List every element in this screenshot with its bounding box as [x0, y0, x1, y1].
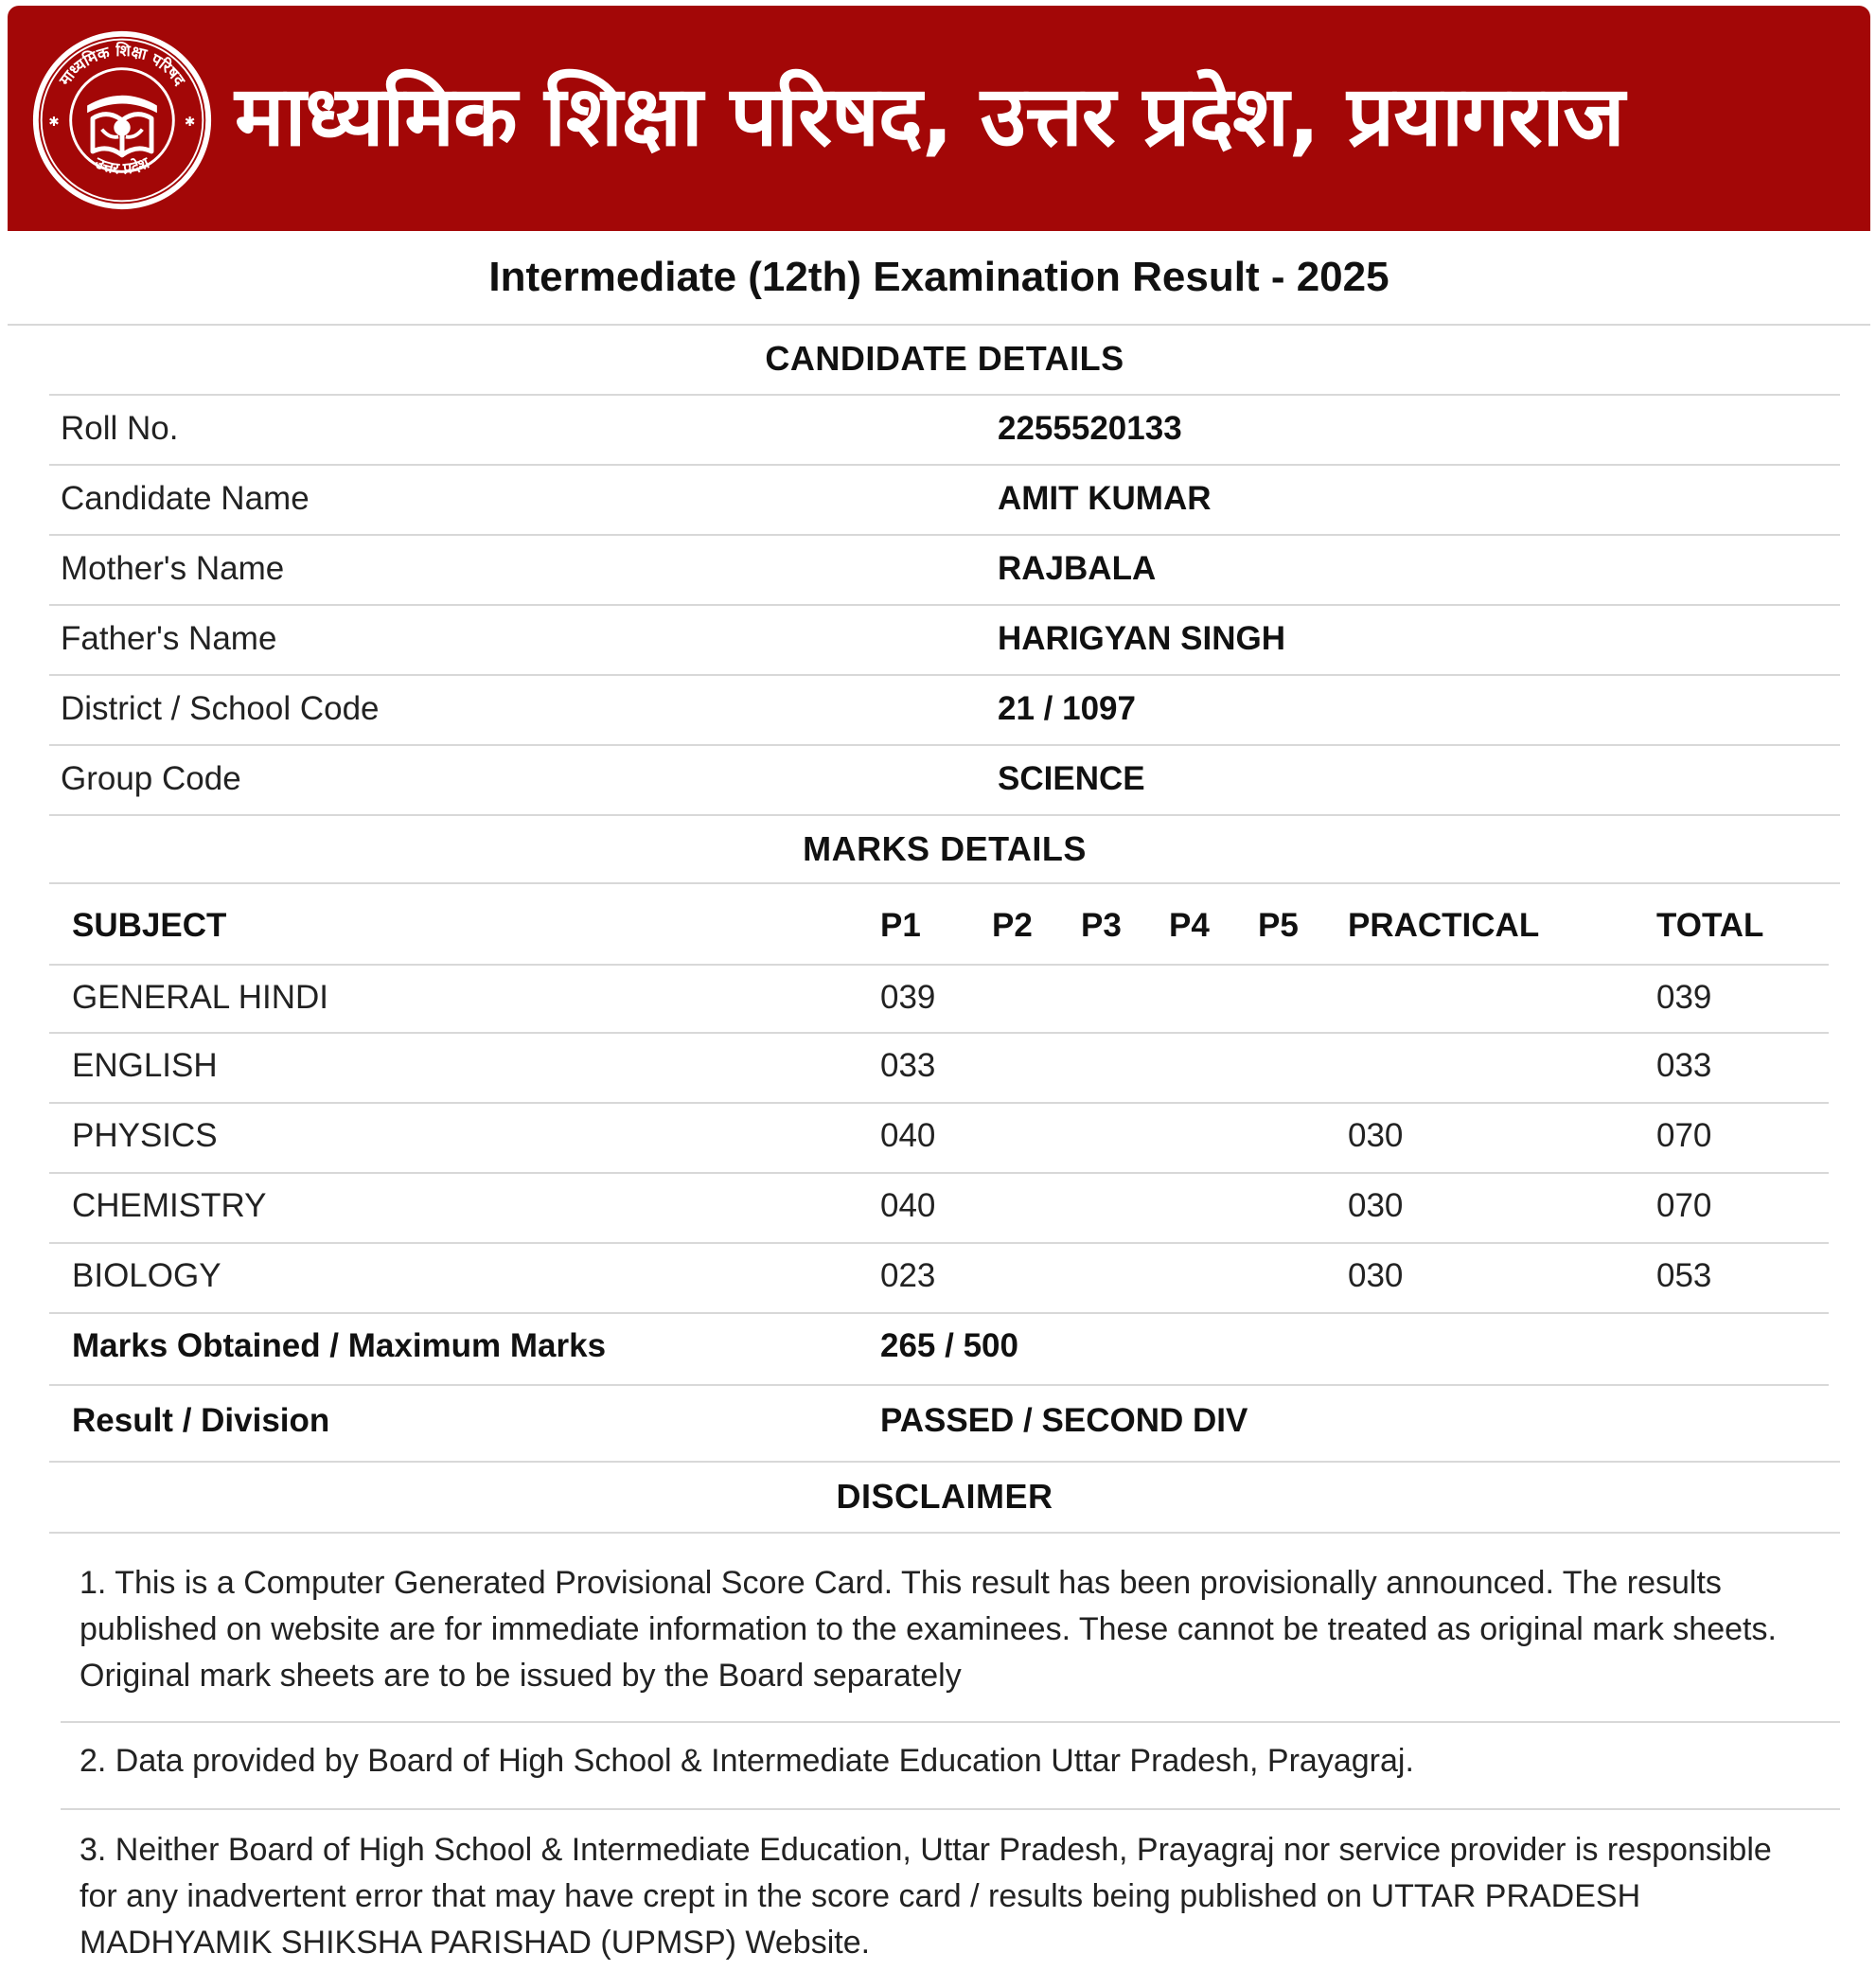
practical-cell: 030 — [1348, 1117, 1404, 1154]
disclaimer-item: 2. Data provided by Board of High School & Intermediate Education Uttar Pradesh, Prayagraj. — [80, 1743, 1414, 1779]
table-row — [49, 1032, 1840, 1100]
roll-no-label: Roll No. — [61, 410, 179, 447]
divider — [61, 1808, 1840, 1810]
col-header-p3: P3 — [1081, 907, 1122, 944]
divider — [61, 1721, 1840, 1723]
total-cell: 053 — [1656, 1257, 1712, 1294]
col-header-p4: P4 — [1169, 907, 1210, 944]
divider — [49, 1532, 1840, 1534]
table-row — [49, 1242, 1840, 1310]
result-division-label: Result / Division — [72, 1402, 330, 1439]
disclaimer-item: 1. This is a Computer Generated Provisional Score Card. This result has been provisionally announced. The results published on website are for immediate information to the examinees. These cannot be treated as original mark sheets. Original mark sheets are to be issued by the Board separately — [80, 1565, 1777, 1694]
total-cell: 070 — [1656, 1117, 1712, 1154]
candidate-details-heading: CANDIDATE DETAILS — [765, 339, 1124, 378]
marks-table-header — [49, 892, 1840, 958]
header-banner — [8, 6, 1870, 231]
result-page — [8, 6, 1870, 1965]
total-cell: 039 — [1656, 979, 1712, 1016]
result-division-row — [49, 1384, 1840, 1458]
subject-cell: ENGLISH — [72, 1047, 218, 1084]
group-code-label: Group Code — [61, 760, 241, 797]
col-header-p2: P2 — [992, 907, 1033, 944]
subject-cell: GENERAL HINDI — [72, 979, 328, 1016]
mother-name-label: Mother's Name — [61, 550, 285, 587]
table-row — [49, 1172, 1840, 1240]
subject-cell: BIOLOGY — [72, 1257, 221, 1294]
upmsp-seal-icon — [30, 28, 214, 212]
p1-cell: 023 — [880, 1257, 936, 1294]
practical-cell: 030 — [1348, 1187, 1404, 1224]
disclaimer-item: 3. Neither Board of High School & Intermediate Education, Uttar Pradesh, Prayagraj nor service provider is responsible for any inadvertent error that may have crept in the score card / results being published on UTTAR PRADESH MADHYAMIK SHIKSHA PARISHAD (UPMSP) Website. — [80, 1832, 1772, 1961]
candidate-name-value: AMIT KUMAR — [998, 480, 1212, 517]
col-header-p5: P5 — [1258, 907, 1299, 944]
col-header-practical: PRACTICAL — [1348, 907, 1540, 944]
candidate-row-mother — [49, 535, 1840, 603]
result-division-value: PASSED / SECOND DIV — [880, 1402, 1248, 1439]
subject-cell: PHYSICS — [72, 1117, 218, 1154]
candidate-name-label: Candidate Name — [61, 480, 310, 517]
district-school-value: 21 / 1097 — [998, 690, 1136, 727]
p1-cell: 033 — [880, 1047, 936, 1084]
father-name-value: HARIGYAN SINGH — [998, 620, 1286, 657]
p1-cell: 039 — [880, 979, 936, 1016]
candidate-row-roll-no — [49, 395, 1840, 463]
total-cell: 033 — [1656, 1047, 1712, 1084]
p1-cell: 040 — [880, 1117, 936, 1154]
table-row — [49, 964, 1840, 1032]
marks-obtained-label: Marks Obtained / Maximum Marks — [72, 1327, 607, 1364]
group-code-value: SCIENCE — [998, 760, 1145, 797]
subject-cell: CHEMISTRY — [72, 1187, 267, 1224]
col-header-subject: SUBJECT — [72, 907, 227, 944]
candidate-row-name — [49, 465, 1840, 533]
p1-cell: 040 — [880, 1187, 936, 1224]
marks-obtained-value: 265 / 500 — [880, 1327, 1018, 1364]
mother-name-value: RAJBALA — [998, 550, 1157, 587]
roll-no-value: 2255520133 — [998, 410, 1182, 447]
candidate-row-district-school — [49, 675, 1840, 743]
practical-cell: 030 — [1348, 1257, 1404, 1294]
col-header-p1: P1 — [880, 907, 921, 944]
table-row — [49, 1102, 1840, 1170]
marks-obtained-row — [49, 1312, 1840, 1380]
divider — [49, 882, 1840, 884]
exam-title: Intermediate (12th) Examination Result - 2025 — [488, 254, 1389, 300]
disclaimer-heading: DISCLAIMER — [836, 1477, 1053, 1516]
total-cell: 070 — [1656, 1187, 1712, 1224]
svg-text:✱: ✱ — [184, 114, 196, 129]
father-name-label: Father's Name — [61, 620, 277, 657]
marks-details-heading: MARKS DETAILS — [803, 829, 1087, 868]
candidate-row-group-code — [49, 745, 1840, 813]
board-name-heading: माध्यमिक शिक्षा परिषद, उत्तर प्रदेश, प्रयागराज — [235, 67, 1624, 165]
candidate-row-father — [49, 605, 1840, 673]
seal-ring-text-top: माध्यमिक शिक्षा परिषद — [55, 42, 189, 89]
svg-text:✱: ✱ — [48, 114, 60, 129]
seal-ring-text-bottom: उत्तर प्रदेश — [92, 153, 152, 178]
district-school-label: District / School Code — [61, 690, 380, 727]
col-header-total: TOTAL — [1656, 907, 1764, 944]
